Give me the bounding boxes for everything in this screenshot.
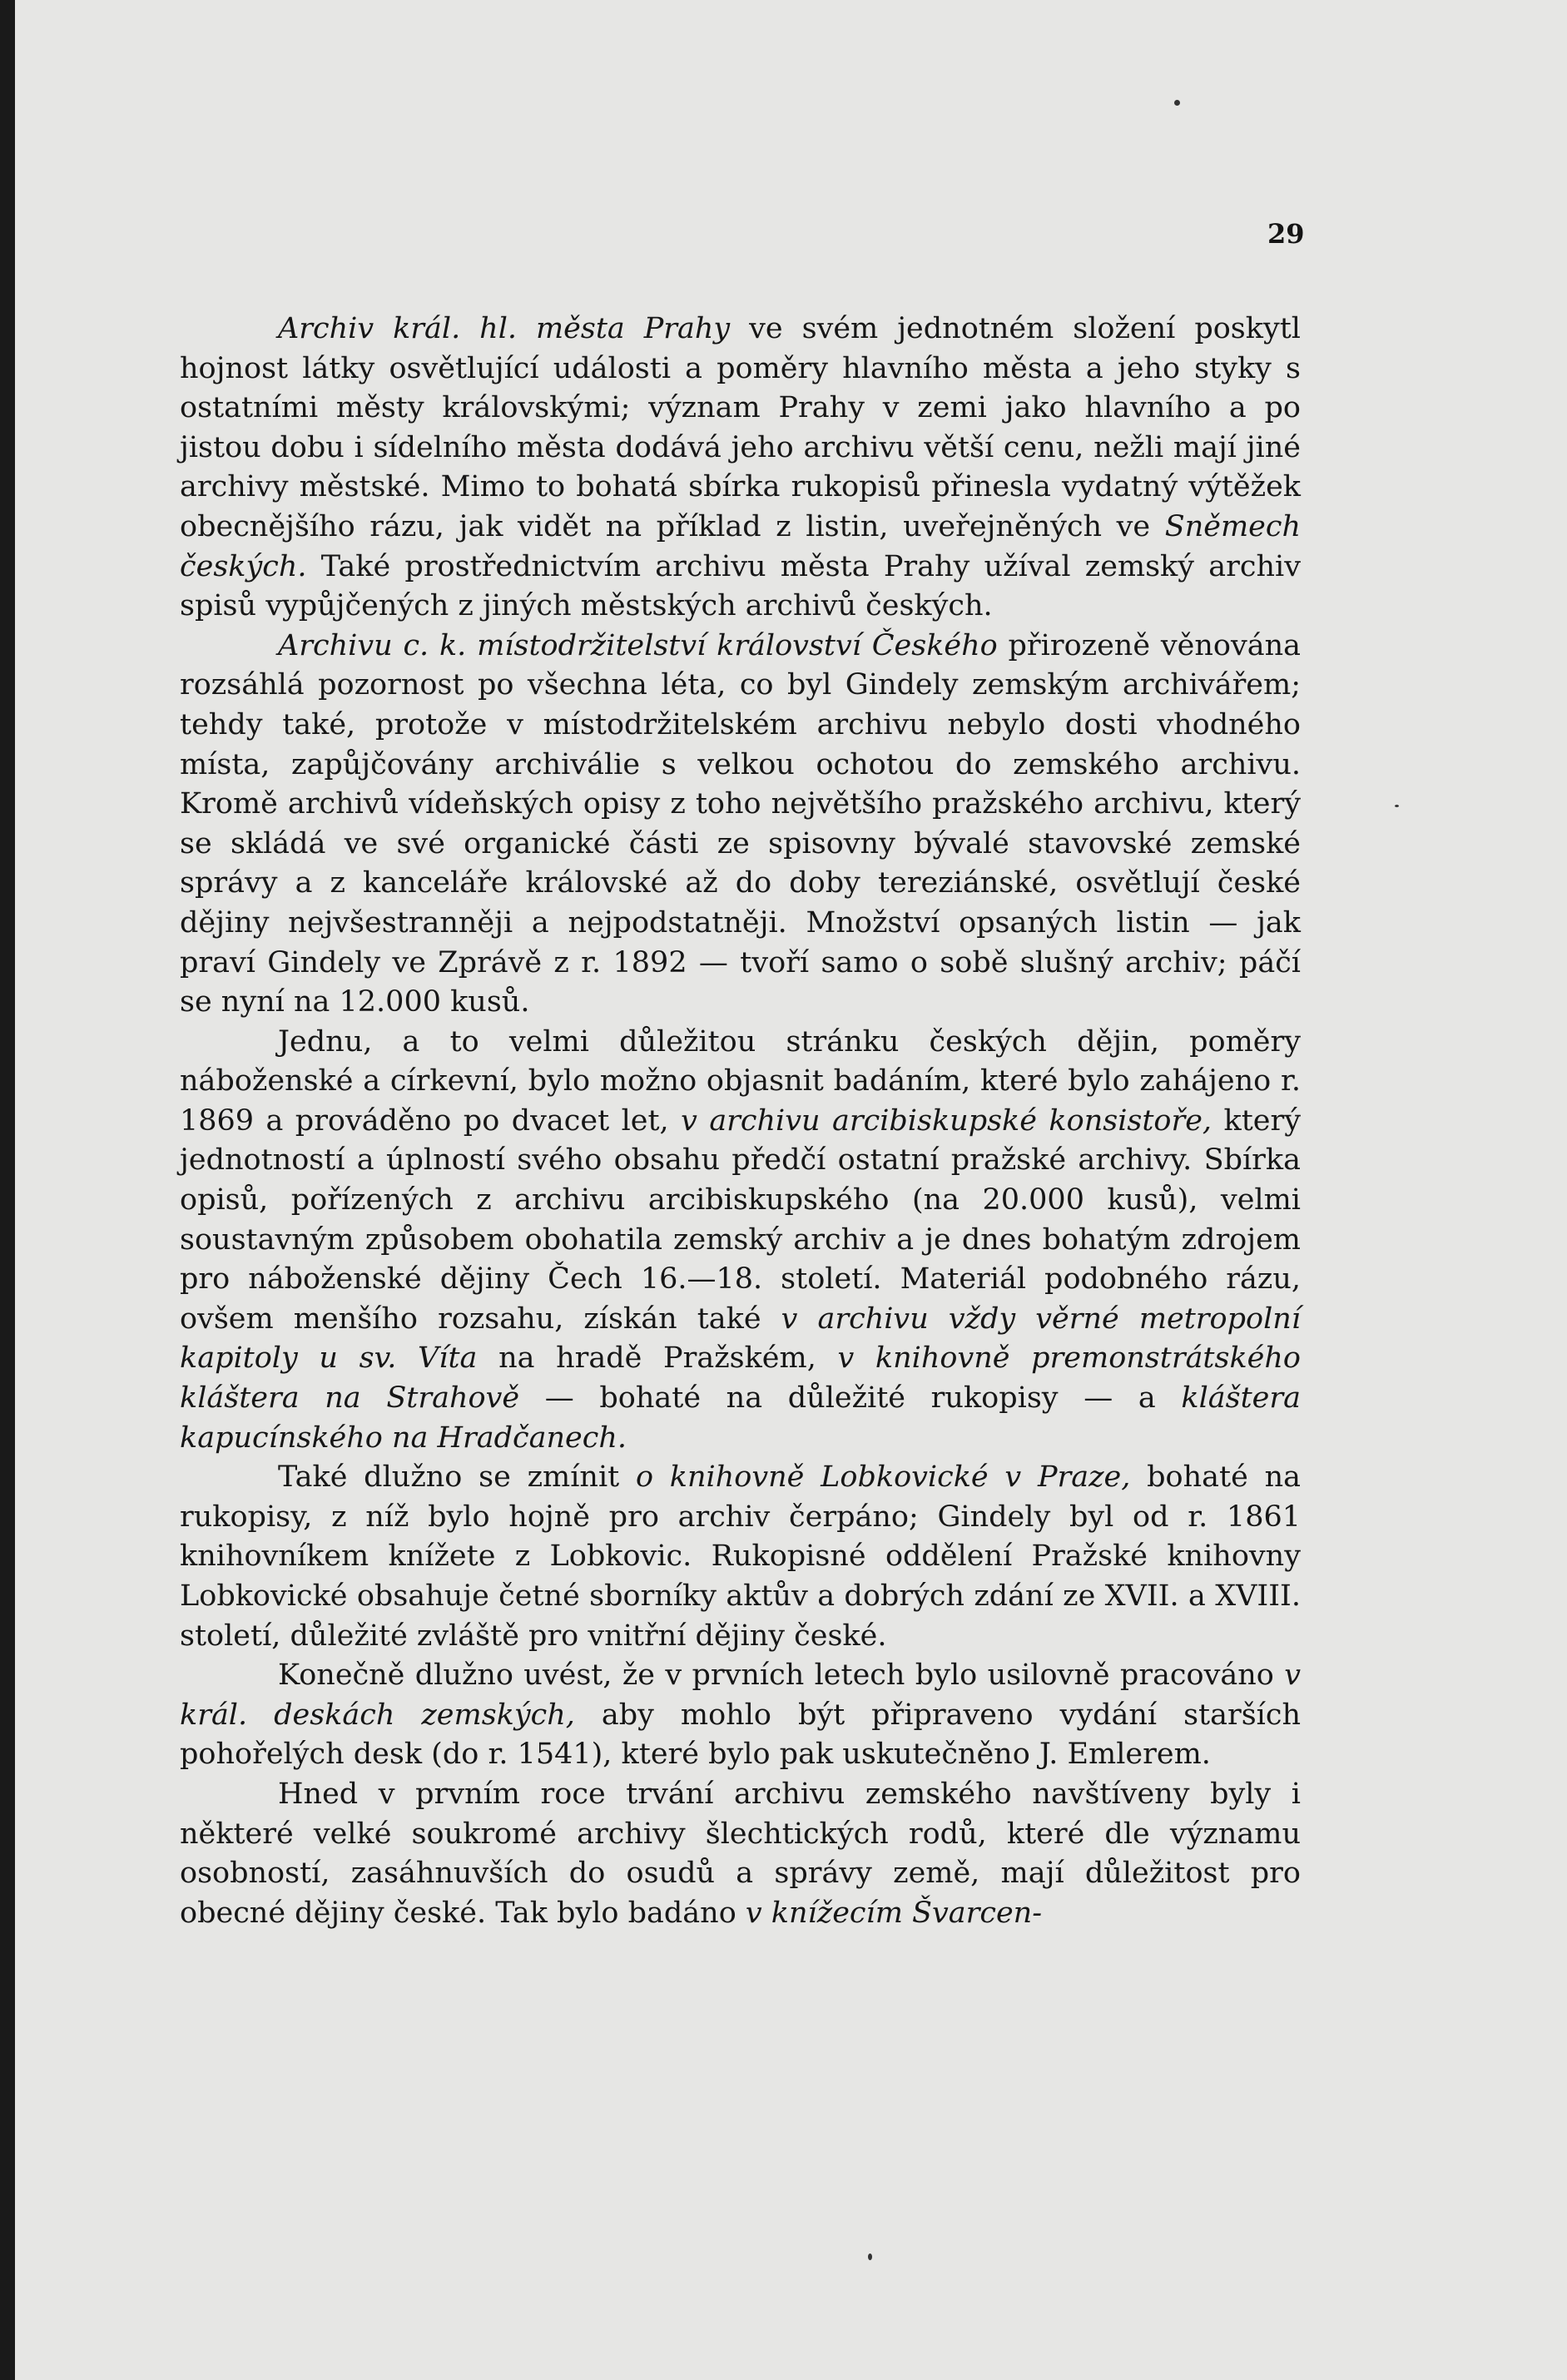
- paragraph: [180, 310, 1301, 627]
- text-run: Také dlužno se zmínit: [278, 1460, 636, 1495]
- italic-run: Archivu c. k. místodržitelství království Českého: [278, 628, 998, 662]
- paragraph: [180, 627, 1301, 1023]
- body-text: [180, 310, 1301, 1933]
- text-run: ve svém jednotném složení poskytl hojnost látky osvětlující události a poměry hlavního města a jeho styky s ostatními městy královskými; význam Prahy v zemi jako hlavního a po jistou dobu i sídelního města dodává jeho archivu větší cenu, nežli mají jiné archivy městské. Mimo to bohatá sbírka rukopisů přinesla vydatný výtěžek obecnějšího rázu, jak vidět na příklad z listin, uveřejněných ve: [180, 312, 1301, 543]
- text-run: na hradě Pražském,: [477, 1341, 838, 1376]
- paragraph: [180, 1775, 1301, 1933]
- text-run: — bohaté na důležité rukopisy — a: [519, 1381, 1182, 1416]
- page-number: 29: [1267, 218, 1305, 250]
- paragraph: [180, 1023, 1301, 1459]
- italic-run: Sněmech českých.: [180, 509, 1301, 583]
- scan-speck: [1174, 100, 1180, 106]
- italic-run: v archivu arcibiskupské konsistoře,: [681, 1103, 1212, 1138]
- text-run: Konečně dlužno uvést, že v prvních letech bylo usilovně pracováno: [278, 1659, 1285, 1693]
- text-run: který jednotností a úplností svého obsahu předčí ostatní pražské archivy. Sbírka opisů, pořízených z archivu arcibiskupského (na 20.000 kusů), velmi soustavným způsobem obohatila zemský archiv a je dnes bohatým zdrojem pro náboženské dějiny Čech 16.—18. století. Materiál podobného rázu, ovšem menšího rozsahu, získán také: [180, 1103, 1301, 1336]
- italic-run: v knížecím Švarcen-: [745, 1896, 1043, 1930]
- scan-speck: [868, 2254, 872, 2260]
- paragraph: [180, 1458, 1301, 1656]
- italic-run: v král. deskách zemských,: [180, 1659, 1301, 1732]
- italic-run: Archiv král. hl. města Prahy: [278, 312, 731, 345]
- text-run: bohaté na rukopisy, z níž bylo hojně pro archiv čerpáno; Gindely byl od r. 1861 knihovníkem knížete z Lobkovic. Rukopisné oddělení Pražské knihovny Lobkovické obsahuje četné sborníky aktův a dobrých zdání ze XVII. a XVIII. století, důležité zvláště pro vnitřní dějiny české.: [180, 1460, 1301, 1653]
- scan-speck: [1395, 805, 1399, 807]
- text-run: aby mohlo být připraveno vydání starších pohořelých desk (do r. 1541), které bylo pak uskutečněno J. Emlerem.: [180, 1698, 1301, 1772]
- book-page: [15, 0, 1567, 2380]
- italic-run: v archivu vždy věrné metropolní kapitoly u sv. Víta: [180, 1302, 1302, 1376]
- text-run: přirozeně věnována rozsáhlá pozornost po všechna léta, co byl Gindely zemským archivářem; tehdy také, protože v místodržitelském archivu nebylo dosti vhodného místa, zapůjčovány archiválie s velkou ochotou do zemského archivu. Kromě archivů vídeňských opisy z toho největšího pražského archivu, který se skládá ve své organické části ze spisovny bývalé stavovské zemské správy a z kanceláře královské až do doby tereziánské, osvětlují české dějiny nejvšestranněji a nejpodstatněji. Množství opsaných listin — jak praví Gindely ve Zprávě z r. 1892 — tvoří samo o sobě slušný archiv; páčí se nyní na 12.000 kusů.: [180, 628, 1302, 1019]
- text-run: Hned v prvním roce trvání archivu zemského navštíveny byly i některé velké soukromé archivy šlechtických rodů, které dle významu osobností, zasáhnuvších do osudů a správy země, mají důležitost pro obecné dějiny české. Tak bylo badáno: [180, 1777, 1301, 1930]
- italic-run: v knihovně premonstrátského kláštera na Strahově: [180, 1341, 1301, 1416]
- italic-run: kláštera kapucínského na Hradčanech.: [180, 1381, 1301, 1455]
- text-run: Jednu, a to velmi důležitou stránku českých dějin, poměry náboženské a církevní, bylo možno objasnit badáním, které bylo zahájeno r. 1869 a prováděno po dvacet let,: [180, 1024, 1301, 1138]
- text-run: Také prostřednictvím archivu města Prahy užíval zemský archiv spisů vypůjčených z jiných městských archivů českých.: [180, 549, 1301, 623]
- paragraph: [180, 1656, 1301, 1775]
- italic-run: o knihovně Lobkovické v Praze,: [635, 1460, 1131, 1495]
